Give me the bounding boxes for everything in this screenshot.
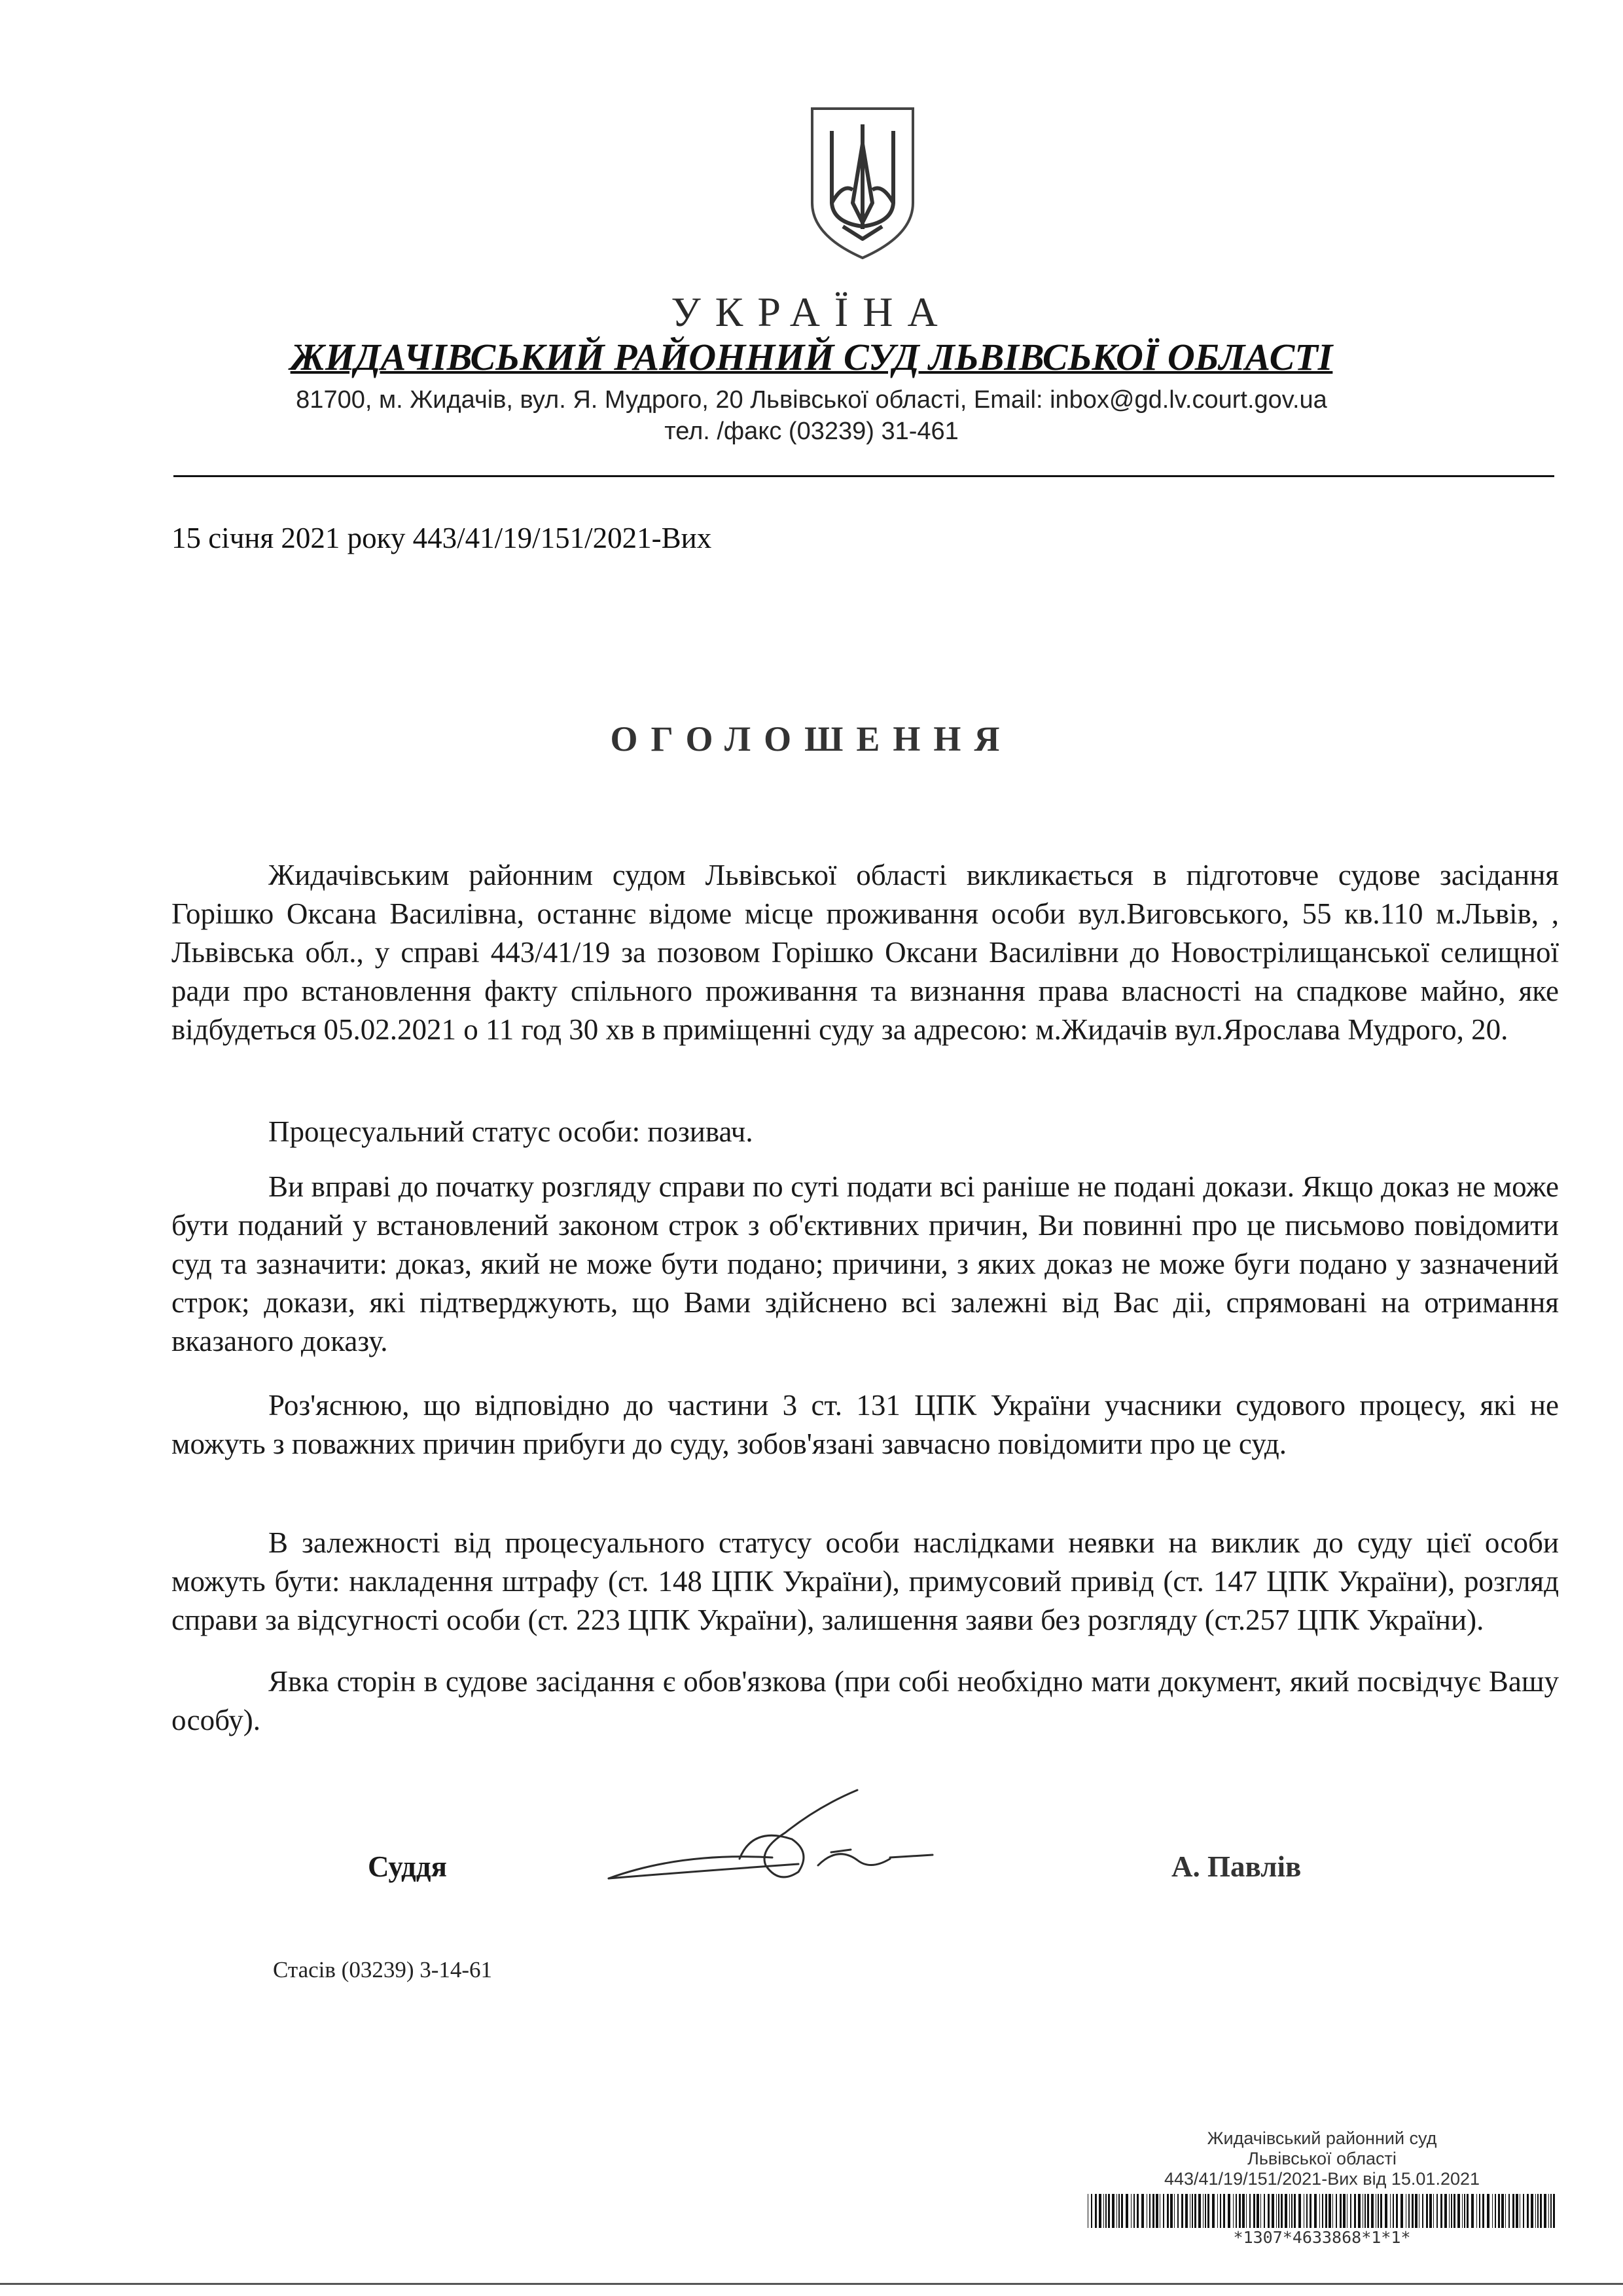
barcode-bar — [1205, 2194, 1206, 2228]
barcode-bar — [1343, 2194, 1346, 2228]
barcode-bar — [1393, 2194, 1394, 2228]
barcode-bar — [1156, 2194, 1158, 2228]
barcode-bar — [1203, 2194, 1204, 2228]
barcode-bar — [1429, 2194, 1432, 2228]
barcode-bar — [1487, 2194, 1489, 2228]
barcode-bar — [1181, 2194, 1183, 2228]
barcode-bar — [1133, 2194, 1135, 2228]
barcode-bar — [1505, 2194, 1506, 2228]
barcode-bar — [1433, 2194, 1434, 2228]
barcode-bar — [1177, 2194, 1179, 2228]
barcode-bar — [1099, 2194, 1101, 2228]
barcode — [1086, 2194, 1558, 2228]
barcode-bar — [1246, 2194, 1247, 2228]
barcode-bar — [1408, 2194, 1410, 2228]
registration-stamp — [1073, 2128, 1571, 2189]
paragraph-evidence: Ви вправі до початку розгляду справи по суті подати всі раніше не подані докази. Якщо доказ не може бути поданий у встановлений законом строк з об'єктивних причин, Ви повинні про це письмово повідомити суд та зазначити: доказ, який не може бути подано; причини, з яких доказ не може буги подано у зазначений строк; докази, які підтверджують, що Вами здійснено всі залежні від Вас діі, спрямовані на отримання вказаного доказу. — [171, 1170, 1559, 1357]
barcode-bar — [1278, 2194, 1279, 2228]
barcode-bar — [1228, 2194, 1230, 2228]
barcode-bar — [1523, 2194, 1524, 2228]
barcode-bar — [1354, 2194, 1356, 2228]
barcode-bar — [1531, 2194, 1533, 2228]
barcode-bar — [1527, 2194, 1529, 2228]
barcode-bar — [1185, 2194, 1188, 2228]
barcode-bar — [1260, 2194, 1261, 2228]
barcode-bar — [1322, 2194, 1323, 2228]
judge-label: Суддя — [368, 1850, 447, 1883]
barcode-bar — [1535, 2194, 1536, 2228]
barcode-bar — [1367, 2194, 1369, 2228]
barcode-bar — [1492, 2194, 1493, 2228]
barcode-bar — [1412, 2194, 1414, 2228]
barcode-bar — [1314, 2194, 1317, 2228]
barcode-bar — [1103, 2194, 1104, 2228]
paragraph-explanation: Роз'яснюю, що відповідно до частини 3 ст. 131 ЦПК України учасники судового процесу, які не можуть з поважних причин прибуги до суду, зобов'язані завчасно повідомити про це суд. — [171, 1389, 1559, 1460]
barcode-number: *1307*4633868*1*1* — [1233, 2228, 1411, 2247]
barcode-bar — [1332, 2194, 1333, 2228]
barcode-bar — [1501, 2194, 1504, 2228]
barcode-bar — [1223, 2194, 1225, 2228]
barcode-bar — [1436, 2194, 1438, 2228]
page-bottom-edge — [0, 2283, 1623, 2285]
document-heading: ОГОЛОШЕННЯ — [610, 719, 1013, 759]
barcode-bar — [1544, 2194, 1546, 2228]
paragraph-consequences: В залежності від процесуального статусу особи наслідками неявки на виклик до суду цієї особи можуть бути: накладення штрафу (ст. 148 ЦПК України), примусовий привід (ст. 147 ЦПК України), розгляд справи за відсугності особи (ст. 223 ЦПК України), залишення заяви без розгляду (ст.257 ЦПК України). — [171, 1526, 1559, 1636]
barcode-bar — [1380, 2194, 1382, 2228]
barcode-bar — [1479, 2194, 1480, 2228]
barcode-bar — [1371, 2194, 1374, 2228]
barcode-bar — [1131, 2194, 1132, 2228]
court-phone: тел. /факс (03239) 31-461 — [664, 418, 959, 445]
barcode-bar — [1306, 2194, 1308, 2228]
barcode-bar — [1540, 2194, 1542, 2228]
barcode-bar — [1220, 2194, 1221, 2228]
barcode-bar — [1422, 2194, 1423, 2228]
barcode-bar — [1400, 2194, 1403, 2228]
barcode-bar — [1440, 2194, 1442, 2228]
barcode-bar — [1294, 2194, 1296, 2228]
barcode-bar — [1329, 2194, 1331, 2228]
stamp-reference: 443/41/19/151/2021-Вих від 15.01.2021 — [1164, 2169, 1480, 2189]
barcode-bar — [1325, 2194, 1327, 2228]
barcode-bar — [1390, 2194, 1391, 2228]
barcode-bar — [1212, 2194, 1215, 2228]
barcode-bar — [1508, 2194, 1510, 2228]
paragraph-attendance: Явка сторін в судове засідання є обов'язкова (при собі необхідно мати документ, який посвідчує Вашу особу). — [171, 1665, 1559, 1736]
barcode-bar — [1163, 2194, 1164, 2228]
barcode-bar — [1091, 2194, 1092, 2228]
court-address: 81700, м. Жидачів, вул. Я. Мудрого, 20 Львівської області, Email: inbox@gd.lv.court.gov.ua — [296, 386, 1327, 414]
barcode-bar — [1116, 2194, 1117, 2228]
stamp-court-name: Жидачівський районний суд — [1207, 2128, 1437, 2148]
barcode-bar — [1095, 2194, 1097, 2228]
barcode-bar — [1121, 2194, 1123, 2228]
barcode-bar — [1467, 2194, 1469, 2228]
barcode-bar — [1340, 2194, 1342, 2228]
contact-phone: Стасів (03239) 3-14-61 — [273, 1957, 493, 1982]
barcode-bar — [1462, 2194, 1463, 2228]
document-date-reference: 15 січня 2021 року 443/41/19/151/2021-Вих — [171, 522, 712, 554]
barcode-bar — [1396, 2194, 1398, 2228]
barcode-bar — [1198, 2194, 1201, 2228]
barcode-bar — [1281, 2194, 1283, 2228]
judge-name: А. Павлів — [1171, 1850, 1302, 1883]
barcode-bar — [1319, 2194, 1320, 2228]
barcode-bar — [1167, 2194, 1169, 2228]
barcode-bar — [1242, 2194, 1245, 2228]
barcode-bar — [1239, 2194, 1241, 2228]
barcode-bar — [1415, 2194, 1418, 2228]
barcode-bar — [1298, 2194, 1301, 2228]
barcode-bar — [1192, 2194, 1193, 2228]
barcode-bar — [1498, 2194, 1500, 2228]
barcode-bar — [1257, 2194, 1259, 2228]
barcode-bar — [1152, 2194, 1154, 2228]
barcode-bar — [1285, 2194, 1287, 2228]
barcode-bar — [1444, 2194, 1447, 2228]
barcode-bar — [1457, 2194, 1460, 2228]
barcode-bar — [1233, 2194, 1234, 2228]
paragraph-procedural-status: Процесуальний статус особи: позивач. — [268, 1115, 753, 1148]
barcode-bar — [1170, 2194, 1173, 2228]
barcode-bar — [1194, 2194, 1196, 2228]
barcode-bar — [1516, 2194, 1518, 2228]
barcode-bar — [1364, 2194, 1366, 2228]
barcode-bar — [1108, 2194, 1110, 2228]
barcode-bar — [1207, 2194, 1209, 2228]
barcode-bar — [1385, 2194, 1387, 2228]
paragraph-summons: Жидачівським районним судом Львівської області викликається в підготовче судове засідання Горішко Оксана Василівна, останнє відоме місце проживання особи вул.Виговського, 55 кв.110 м.Львів, , Львівська обл., у справі 443/41/19 за позовом Горішко Оксани Василівни до Новострілищанської селищної ради про встановлення факту спільного проживання та визнання права власності на спадкове майно, яке відбудеться 05.02.2021 о 11 год 30 хв в приміщенні суду за адресою: м.Жидачів вул.Ярослава Мудрого, 20. — [171, 859, 1559, 1046]
barcode-bar — [1336, 2194, 1337, 2228]
barcode-bar — [1291, 2194, 1293, 2228]
coat-of-arms-emblem — [807, 105, 918, 262]
barcode-bar — [1276, 2194, 1277, 2228]
barcode-bar — [1174, 2194, 1175, 2228]
barcode-bar — [1141, 2194, 1144, 2228]
barcode-bar — [1137, 2194, 1139, 2228]
barcode-bar — [1537, 2194, 1539, 2228]
barcode-bar — [1126, 2194, 1128, 2228]
barcode-bar — [1449, 2194, 1450, 2228]
barcode-bar — [1454, 2194, 1455, 2228]
barcode-bar — [1105, 2194, 1107, 2228]
barcode-bar — [1217, 2194, 1218, 2228]
barcode-bar — [1350, 2194, 1351, 2228]
barcode-bar — [1289, 2194, 1290, 2228]
stamp-region: Львівської області — [1247, 2149, 1397, 2168]
barcode-bar — [1272, 2194, 1274, 2228]
barcode-bar — [1553, 2194, 1555, 2228]
barcode-bar — [1149, 2194, 1150, 2228]
barcode-bar — [1476, 2194, 1477, 2228]
barcode-bar — [1112, 2194, 1115, 2228]
barcode-bar — [1378, 2194, 1379, 2228]
barcode-bar — [1482, 2194, 1484, 2228]
barcode-bar — [1550, 2194, 1552, 2228]
barcode-bar — [1471, 2194, 1474, 2228]
barcode-bar — [1358, 2194, 1361, 2228]
barcode-bar — [1495, 2194, 1496, 2228]
barcode-bar — [1512, 2194, 1514, 2228]
barcode-bar — [1451, 2194, 1452, 2228]
court-name: ЖИДАЧІВСЬКИЙ РАЙОННИЙ СУД ЛЬВІВСЬКОЇ ОБЛАСТІ — [290, 336, 1333, 378]
barcode-bar — [1310, 2194, 1311, 2228]
barcode-bar — [1249, 2194, 1251, 2228]
barcode-bar — [1268, 2194, 1270, 2228]
barcode-bar — [1548, 2194, 1549, 2228]
barcode-bar — [1118, 2194, 1120, 2228]
barcode-bar — [1264, 2194, 1265, 2228]
handwritten-signature — [602, 1787, 955, 1905]
header-divider — [173, 475, 1554, 477]
barcode-bar — [1236, 2194, 1237, 2228]
country-name: УКРАЇНА — [671, 289, 952, 335]
barcode-bar — [1253, 2194, 1255, 2228]
barcode-bar — [1426, 2194, 1428, 2228]
barcode-bar — [1464, 2194, 1465, 2228]
